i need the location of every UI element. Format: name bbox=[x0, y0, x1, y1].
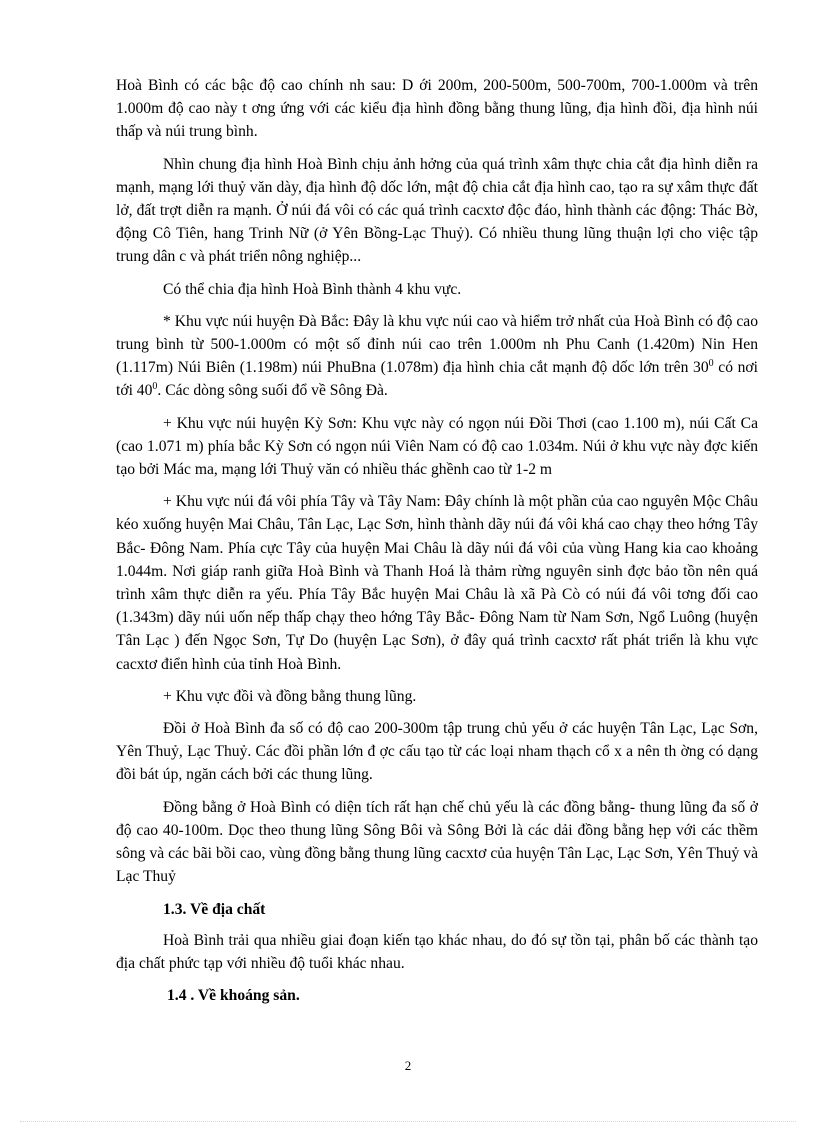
degree-superscript-2: 0 bbox=[152, 381, 158, 393]
paragraph-four-regions: Có thể chia địa hình Hoà Bình thành 4 khu vực. bbox=[163, 280, 462, 298]
page-bottom-divider bbox=[20, 1121, 796, 1122]
document-body bbox=[116, 74, 758, 1015]
paragraph-da-bac-region bbox=[116, 310, 758, 403]
da-bac-text-1: * Khu vực núi huyện Đà Bắc: Đây là khu vực núi cao và hiểm trở nhất của Hoà Bình có độ cao trung bình từ 500-1.000m có một số đỉnh núi cao trên 1.000m nh Phu Canh (1.420m) Nin Hen (1.117m) Núi Biên (1.198m) núi PhuBna (1.078m) địa hình chia cắt mạnh độ dốc lớn trên 30 bbox=[116, 312, 758, 377]
paragraph-hills-plains-region: + Khu vực đồi và đồng bằng thung lũng. bbox=[163, 687, 417, 705]
paragraph-limestone-region: + Khu vực núi đá vôi phía Tây và Tây Nam: Đây chính là một phần của cao nguyên Mộc Châu kéo xuống huyện Mai Châu, Tân Lạc, Lạc Sơn, hình thành dãy núi đá vôi khá cao chạy theo hớng Tây Bắc- Đông Nam. Phía cực Tây của huyện Mai Châu là dãy núi đá vôi của vùng Hang kia cao khoảng 1.044m. Nơi giáp ranh giữa Hoà Bình và Thanh Hoá là thảm rừng nguyên sinh đợc bảo tồn nên quá trình xâm thực diễn ra yếu. Phía Tây Bắc huyện Mai Châu là xã Pà Cò có núi đá vôi tơng đối cao (1.343m) dãy núi uốn nếp thấp chạy theo hớng Tây Bắc- Đông Nam từ Nam Sơn, Ngổ Luông (huyện Tân Lạc ) đến Ngọc Sơn, Tự Do (huyện Lạc Sơn), ở đây quá trình cacxtơ rất phát triển là khu vực cacxtơ điển hình của tỉnh Hoà Bình. bbox=[116, 493, 758, 673]
paragraph-terrain-overview: Nhìn chung địa hình Hoà Bình chịu ảnh hởng của quá trình xâm thực chia cắt địa hình diễn ra mạnh, mạng lới thuỷ văn dày, địa hình độ dốc lớn, mật độ chia cắt địa hình cao, tạo ra sự xâm thực đất lở, đất trợt diễn ra mạnh. Ở núi đá vôi có các quá trình cacxtơ độc đáo, hình thành các động: Thác Bờ, động Cô Tiên, hang Trinh Nữ (ở Yên Bồng-Lạc Thuỷ). Có nhiều thung lũng thuận lợi cho việc tập trung dân c và phát triển nông nghiệp... bbox=[116, 155, 758, 266]
section-heading-minerals: 1.4 . Về khoáng sản. bbox=[167, 987, 300, 1005]
paragraph-hills: Đồi ở Hoà Bình đa số có độ cao 200-300m tập trung chủ yếu ở các huyện Tân Lạc, Lạc Sơn, Yên Thuỷ, Lạc Thuỷ. Các đồi phần lớn đ ợc cấu tạo từ các loại nham thạch cổ x a nên th ờng có dạng đồi bát úp, ngăn cách bởi các thung lũng. bbox=[116, 720, 758, 784]
degree-superscript-1: 0 bbox=[708, 358, 714, 370]
paragraph-elevation-levels: Hoà Bình có các bậc độ cao chính nh sau: D ới 200m, 200-500m, 500-700m, 700-1.000m và trên 1.000m độ cao này t ơng ứng với các kiểu địa hình đồng bằng thung lũng, địa hình đồi, địa hình núi thấp và núi trung bình. bbox=[116, 77, 758, 141]
section-heading-geology: 1.3. Về địa chất bbox=[163, 900, 266, 918]
paragraph-ky-son-region: + Khu vực núi huyện Kỳ Sơn: Khu vực này có ngọn núi Đồi Thơi (cao 1.100 m), núi Cất Ca (cao 1.071 m) phía bắc Kỳ Sơn có ngọn núi Viên Nam có độ cao 1.034m. Núi ở khu vực này đợc kiến tạo bởi Mác ma, mạng lới Thuỷ văn có nhiều thác ghềnh cao từ 1-2 m bbox=[116, 414, 758, 479]
da-bac-text-2: có nơi tới 40 bbox=[116, 359, 759, 400]
paragraph-geology: Hoà Bình trải qua nhiều giai đoạn kiến tạo khác nhau, do đó sự tồn tại, phân bố các thành tạo địa chất phức tạp với nhiều độ tuổi khác nhau. bbox=[116, 931, 758, 972]
page-number: 2 bbox=[404, 1058, 412, 1073]
da-bac-text-3: . Các dòng sông suối đổ về Sông Đà. bbox=[157, 382, 388, 400]
paragraph-plains: Đồng bằng ở Hoà Bình có diện tích rất hạn chế chủ yếu là các đồng bằng- thung lũng đa số ở độ cao 40-100m. Dọc theo thung lũng Sông Bôi và Sông Bởi là các dải đồng bằng hẹp với các thềm sông và các bãi bồi cao, vùng đồng bằng thung lũng cacxtơ của huyện Tân Lạc, Lạc Sơn, Yên Thuỷ và Lạc Thuỷ bbox=[116, 798, 758, 886]
